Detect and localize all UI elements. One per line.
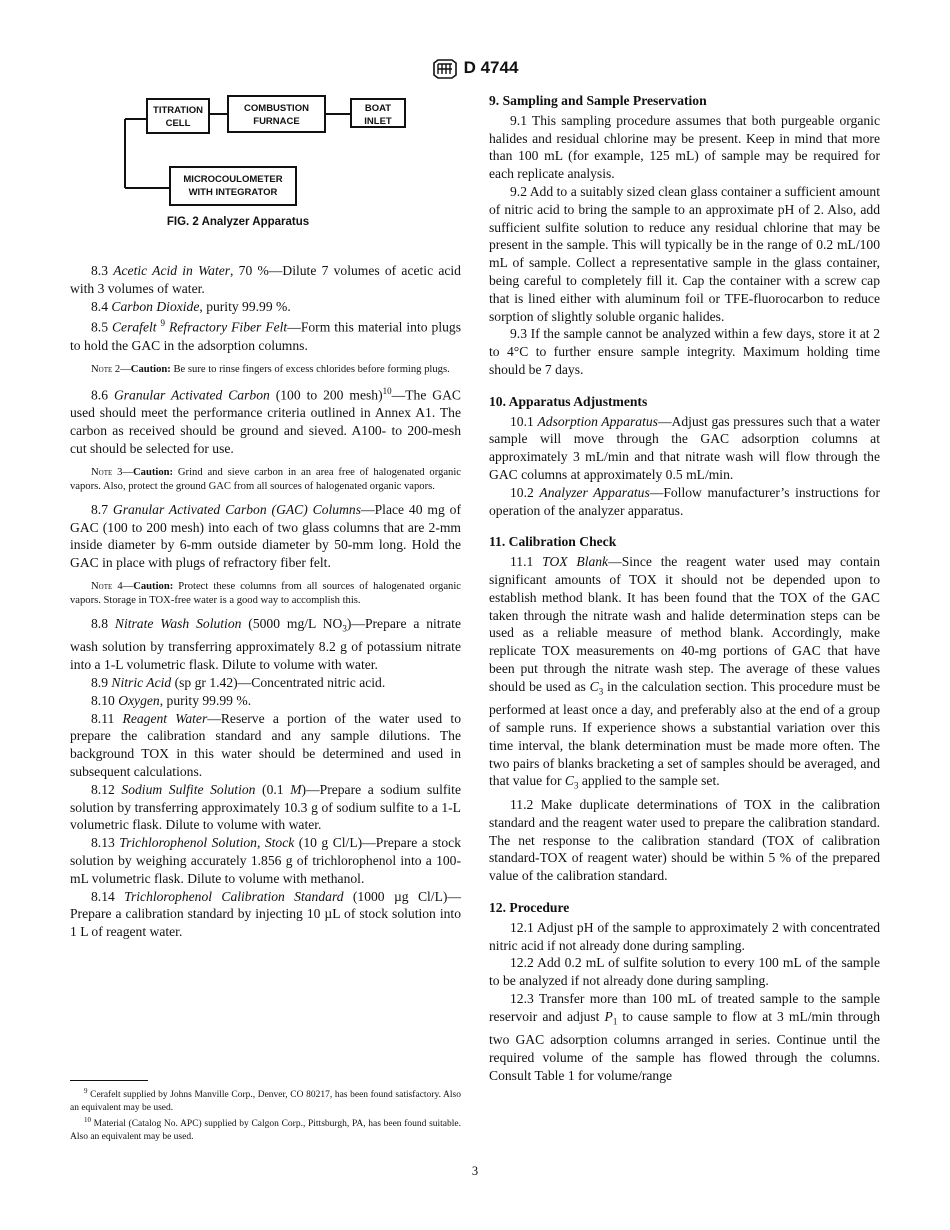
para-9-3: 9.3 If the sample cannot be analyzed within a few days, store it at 2 to 4°C to further ensure sample integrity. Maximum holding time should be 7 days. <box>489 326 880 377</box>
para-8-12: 8.12 Sodium Sulfite Solution (0.1 M)—Prepare a sodium sulfite solution by transferring approximately 10.3 g of sodium sulfite to a 1-L volumetric flask. Dilute to volume with water. <box>70 781 461 833</box>
para-10-1: 10.1 Adsorption Apparatus—Adjust gas pressures such that a water sample will move through the GAC adsorption columns at approximately 3 mL/min and that nitrate wash will flow through the GAC columns at approximately 0.5 mL/min. <box>489 413 880 482</box>
page-header <box>0 58 950 79</box>
para-8-13: 8.13 Trichlorophenol Solution, Stock (10 g Cl/L)—Prepare a stock solution by weighing accurately 1.856 g of trichlorophenol into a 100-mL volumetric flask. Dilute to volume with methanol. <box>70 835 461 886</box>
astm-logo-icon <box>432 59 458 79</box>
para-12-1: 12.1 Adjust pH of the sample to approximately 2 with concentrated nitric acid if not already done during sampling. <box>489 919 880 953</box>
para-8-6: 8.6 Granular Activated Carbon (100 to 200 mesh)$^{10}$—The GAC used should meet the performance criteria outlined in Annex A1. The carbon as received should be ground and sieved. A100- to 200-mesh cut should be selected for use. <box>70 386 462 456</box>
figure-caption: FIG. 2 Analyzer Apparatus <box>166 216 310 228</box>
para-8-8: 8.8 Nitrate Wash Solution (5000 mg/L $NO_3)—Prepare$ a nitrate wash solution by transferring approximately 8.2 g of potassium nitrate into a 1-L volumetric flask. Dilute to volume with water. <box>70 615 461 673</box>
para-11-2: 11.2 Make duplicate determinations of TOX in the calibration standard and the reagent water used to prepare the calibration standard. The net response to the calibration standard (TOX of calibration standard-TOX of reagent water) should be within 5 % of the prepared value of the calibration standard. <box>489 796 880 884</box>
note-2: Note 2—Caution: Be sure to rinse fingers of excess chlorides before forming plugs. <box>91 363 450 375</box>
para-12-3: 12.3 Transfer more than 100 mL of treated sample to the sample reservoir and adjust $P_1$ to cause sample to flow at 3 mL/min through two GAC adsorption columns arranged in series. Continue until the required volume of the sample has flowed through the columns. Consult Table 1 for volume/range <box>489 990 881 1083</box>
para-8-10: 8.10 Oxygen, purity 99.99 %. <box>91 692 252 708</box>
page-number: 3 <box>471 1164 479 1178</box>
para-11-1: 11.1 TOX Blank—Since the reagent water used may contain significant amounts of TOX it should not be depended upon to establish method blank. It has been found that the TOX of the GAC taken through the nitrate wash and halide determination steps can be used as a reliable measure of method blank. Accordingly, make replicate TOX measurements on 40-mg portions of GAC that have been put through the nitrate wash step. The average of these values should be used as $C_3$ in the calculation section. This procedure must be performed at least once a day, and preferably also at the end of a group of sample runs. If experience shows a substantial variation over this time interval, the blank determination must be made more often. The two pairs of blanks bracketing a set of samples should be averaged, and that value for $C_3$ applied to the sample set. <box>489 554 880 792</box>
para-8-11: 8.11 Reagent Water—Reserve a portion of the water used to prepare the calibration standard and any sample dilutions. The background TOX in this water should be determined and used in subsequent calculations. <box>70 710 462 780</box>
boat-inlet-box: BOAT INLET <box>350 98 406 128</box>
para-8-7: 8.7 Granular Activated Carbon (GAC) Columns—Place 40 mg of GAC (100 to 200 mesh) into each of two glass columns that are 2-mm inside diameter by 6-mm outside diameter by 50-mm long. Hold the GAC in place with plugs of refractory fiber felt. <box>70 501 461 571</box>
footnotes <box>70 1080 461 1143</box>
note-4: Note 4—Caution: Protect these columns from all sources of halogenated organic vapors. Storage in TOX-free water is a good way to accomplish this. <box>70 580 462 607</box>
designation: D 4744 <box>463 58 519 77</box>
right-column <box>489 92 880 1085</box>
para-10-2: 10.2 Analyzer Apparatus—Follow manufacturer’s instructions for operation of the analyzer apparatus. <box>489 484 880 518</box>
para-9-2: 9.2 Add to a suitably sized clean glass container a sufficient amount of nitric acid to bring the sample to an approximate pH of 2. Also, add sufficient sulfite solution to reduce any residual chlorine that may be present in the sample. This will typically be in the range of 0.2 mL/100 mL of sample. Collect a representative sample in the glass container, being careful to completely fill it. Cap the container with a screw cap that is lined either with aluminum foil or TFE-fluorocarbon to reduce sorption of slightly soluble organic halides. <box>489 183 880 324</box>
microcoulometer-box: MICROCOULOMETER WITH INTEGRATOR <box>169 166 297 206</box>
combustion-furnace-box: COMBUSTION FURNACE <box>227 95 326 133</box>
section-11-heading: 11. Calibration Check <box>489 534 617 550</box>
para-8-14: 8.14 Trichlorophenol Calibration Standard (1000 µg Cl/L)—Prepare a calibration standard by injecting 10 µL of stock solution into 1 L of reagent water. <box>70 888 461 940</box>
left-column <box>70 90 461 941</box>
para-8-3: 8.3 Acetic Acid in Water, 70 %—Dilute 7 volumes of acetic acid with 3 volumes of water. <box>70 263 461 296</box>
footnote-rule <box>70 1080 148 1081</box>
para-12-2: 12.2 Add 0.2 mL of sulfite solution to every 100 mL of the sample to be analyzed if not already done during sampling. <box>489 955 880 989</box>
section-10-heading: 10. Apparatus Adjustments <box>489 393 648 409</box>
para-8-5: 8.5 Cerafelt $^9$ Refractory Fiber Felt—Form this material into plugs to hold the GAC in the adsorption columns. <box>70 318 461 353</box>
section-9-heading: 9. Sampling and Sample Preservation <box>489 93 707 108</box>
section-12-heading: 12. Procedure <box>489 899 570 915</box>
para-8-9: 8.9 Nitric Acid (sp gr 1.42)—Concentrated nitric acid. <box>91 675 386 691</box>
footnote-10: $^{10}$ Material (Catalog No. APC) supplied by Calgon Corp., Pittsburgh, PA, has been found suitable. Also an equivalent may be used. <box>70 1116 461 1142</box>
titration-cell-box: TITRATION CELL <box>146 98 210 134</box>
note-3: Note 3—Caution: Grind and sieve carbon in an area free of halogenated organic vapors. Also, protect the ground GAC from all sources of halogenated organic vapors. <box>70 466 461 493</box>
para-9-1: 9.1 This sampling procedure assumes that both purgeable organic halides and residual chlorine may be present. Keep in mind that more than 100 mL (for example, 125 mL) of sample may be required for each replicate analysis. <box>489 112 880 182</box>
footnote-9: $^9$ Cerafelt supplied by Johns Manville Corp., Denver, CO 80217, has been found satisfactory. Also an equivalent may be used. <box>70 1087 461 1113</box>
para-8-4: 8.4 Carbon Dioxide, purity 99.99 %. <box>91 298 291 314</box>
figure-analyzer-apparatus <box>70 90 461 260</box>
